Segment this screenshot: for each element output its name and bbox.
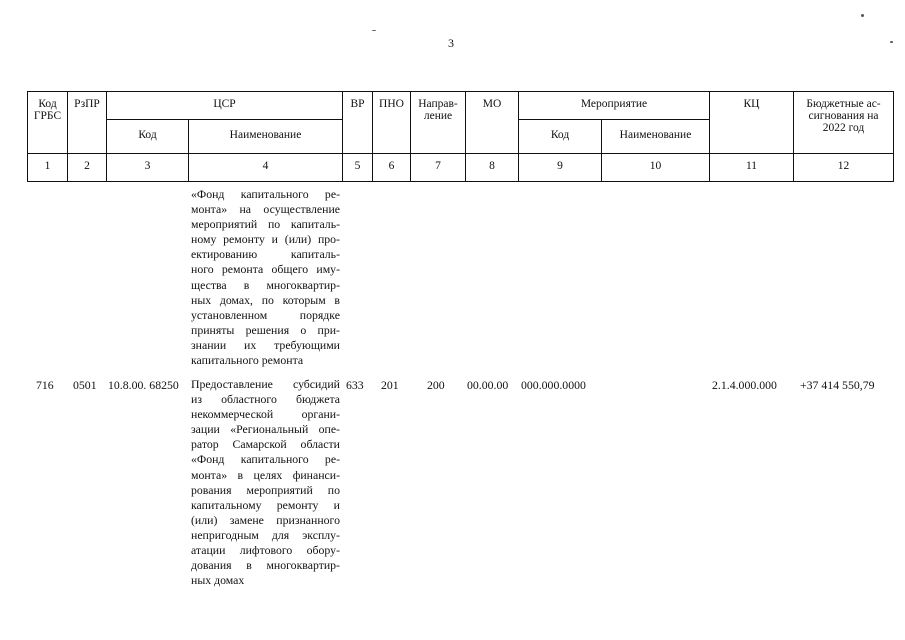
column-number: 6 [388,160,395,172]
cell-kc: 2.1.4.000.000 [712,378,777,392]
column-number: 10 [649,160,662,172]
page-number: 3 [448,36,454,50]
header-budget: Бюджетные ас- сигнования на 2022 год [806,98,881,134]
header-kod-grbs: Код ГРБС [33,98,62,122]
cell-csr-kod: 10.8.00. 68250 [108,378,179,392]
cell-kod-grbs: 716 [36,378,54,392]
column-number: 2 [84,160,90,172]
header-vr: ВР [350,98,365,110]
column-number: 4 [262,160,269,172]
cell-meropriyatie-kod: 000.000.0000 [521,378,586,392]
column-number: 8 [489,160,495,172]
scan-speck [890,41,893,43]
column-number: 5 [354,160,361,172]
cell-csr-name: Предоставление субсидий из областного бюджета некоммерческой органи- зации «Региональный опе- ратор Самарской области «Фонд капитального ре- монта» в целях финанси- рования мероприятий по капитальному ремонту и (или) замене признанного непригодным для эксплу- атации лифтового обору- дования в многоквартир- ных домах [191,377,340,588]
header-csr-kod: Код [138,129,157,141]
cell-mo: 00.00.00 [467,378,509,392]
column-number: 12 [837,160,850,172]
header-rzpr: РзПР [74,98,100,110]
header-pno: ПНО [379,98,404,110]
column-number: 9 [557,160,563,172]
header-csr-name: Наименование [229,129,302,141]
header-meropriyatie-name: Наименование [619,129,692,141]
column-number: 11 [745,160,758,172]
header-meropriyatie-kod: Код [550,129,570,141]
cell-vr: 633 [346,378,364,392]
column-number: 1 [44,160,51,172]
cell-rzpr: 0501 [73,378,97,392]
continuation-name-text: «Фонд капитального ре- монта» на осуществление мероприятий по капиталь- ному ремонту и (или) про- ектированию капиталь- ного ремонта общего иму- щества в многоквартир- ных домах, по которым в установленном порядке приняты решения о при- знании их требующими капитального ремонта [191,187,340,368]
header-napravlenie: Направ- ление [418,98,458,122]
cell-budget: +37 414 550,79 [800,378,875,392]
header-mo: МО [482,98,502,110]
column-number: 3 [144,160,151,172]
scan-speck [861,14,864,17]
column-number: 7 [435,160,441,172]
header-csr: ЦСР [213,98,236,110]
cell-napravlenie: 200 [427,378,445,392]
header-kc: КЦ [743,98,760,110]
cell-pno: 201 [381,378,399,392]
header-meropriyatie: Мероприятие [580,98,648,110]
scan-speck [372,30,376,31]
